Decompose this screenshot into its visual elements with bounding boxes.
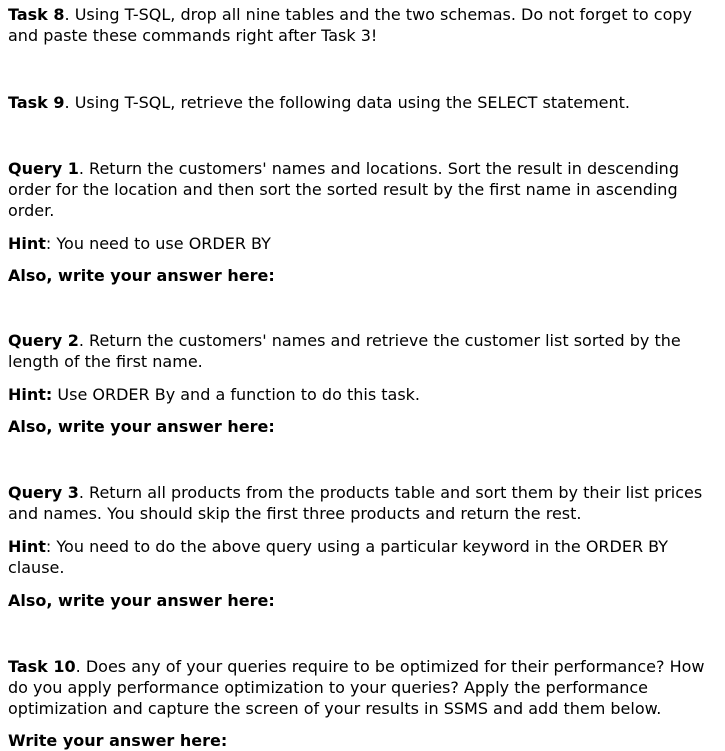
query2-answer-prompt: Also, write your answer here: <box>8 417 275 436</box>
query1-hint-label: Hint <box>8 234 46 253</box>
query2-label: Query 2 <box>8 331 79 350</box>
query3-hint <box>8 536 719 578</box>
query1-text: . Return the customers' names and locations. Sort the result in descending order for the location and then sort the sorted result by the first name in ascending order. <box>8 159 679 220</box>
query1-hint-text: : You need to use ORDER BY <box>45 234 271 253</box>
task8-paragraph <box>8 0 719 46</box>
query3-label: Query 3 <box>8 483 79 502</box>
task10-answer-prompt: Write your answer here: <box>8 731 228 750</box>
task10-paragraph <box>8 656 719 719</box>
query1-answer-prompt: Also, write your answer here: <box>8 266 275 285</box>
task8-label: Task 8 <box>8 5 65 24</box>
task9-paragraph <box>8 92 719 113</box>
task10-text: . Does any of your queries require to be optimized for their performance? How do you apply performance optimization to your queries? Apply the performance optimization and capture the screen of your results in SSMS and add them below. <box>8 657 705 718</box>
query3-paragraph <box>8 482 719 524</box>
query1-label: Query 1 <box>8 159 79 178</box>
query2-hint-label: Hint: <box>8 385 53 404</box>
query2-hint <box>8 384 719 405</box>
query1-paragraph <box>8 158 719 221</box>
query3-hint-label: Hint <box>8 537 46 556</box>
query2-text: . Return the customers' names and retrieve the customer list sorted by the length of the first name. <box>8 331 681 371</box>
query3-text: . Return all products from the products table and sort them by their list prices and names. You should skip the first three products and return the rest. <box>8 483 703 523</box>
query1-hint <box>8 233 719 254</box>
task10-label: Task 10 <box>8 657 76 676</box>
task9-text: . Using T-SQL, retrieve the following data using the SELECT statement. <box>64 93 630 112</box>
task8-text: . Using T-SQL, drop all nine tables and the two schemas. Do not forget to copy and paste these commands right after Task 3! <box>8 5 692 45</box>
query2-paragraph <box>8 330 719 372</box>
query3-hint-text: : You need to do the above query using a particular keyword in the ORDER BY clause. <box>8 537 669 577</box>
query2-hint-text: Use ORDER By and a function to do this task. <box>52 385 420 404</box>
query3-answer-prompt: Also, write your answer here: <box>8 591 275 610</box>
task9-label: Task 9 <box>8 93 65 112</box>
